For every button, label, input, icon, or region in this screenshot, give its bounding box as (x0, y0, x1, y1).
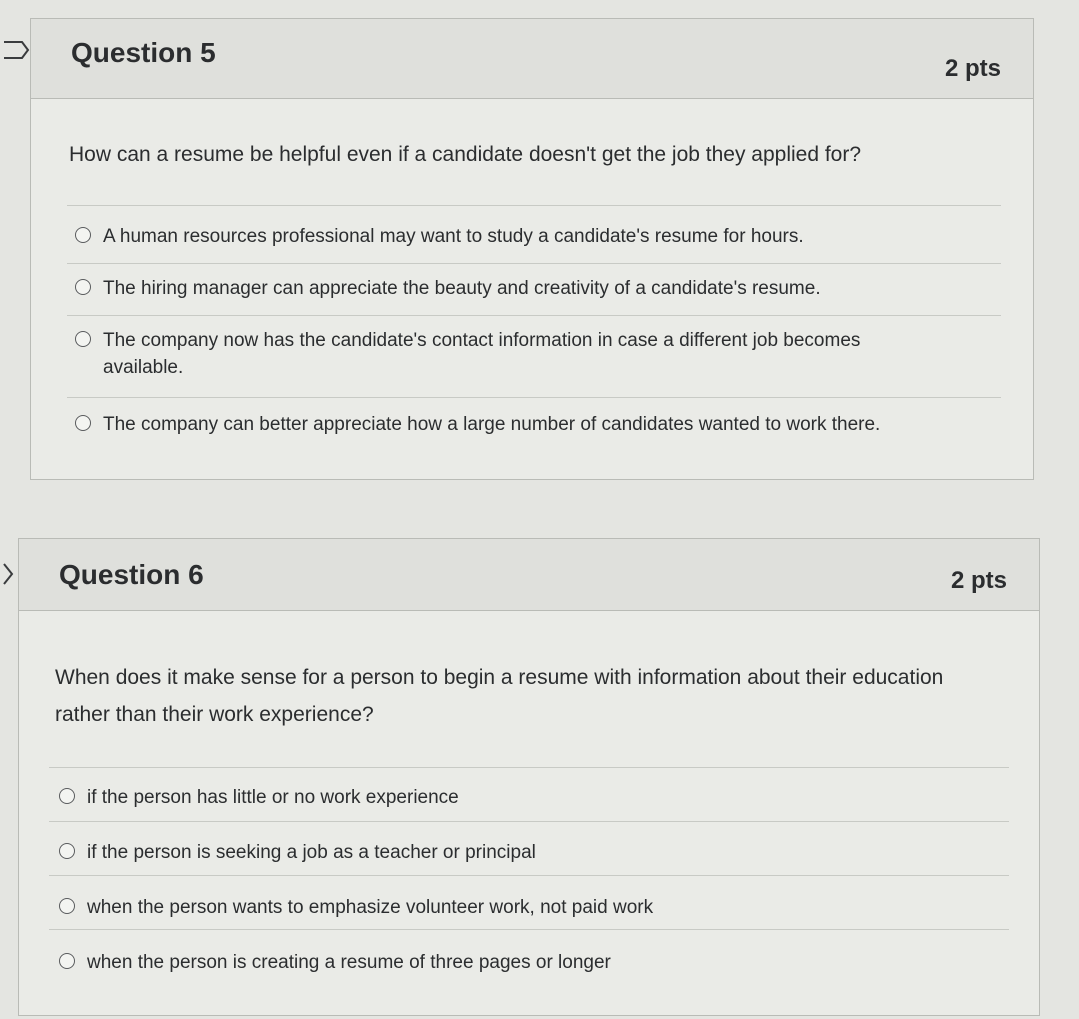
question-5-header (31, 19, 1033, 99)
question-5-title: Question 5 (71, 37, 216, 68)
answer-label: if the person is seeking a job as a teacher or principal (87, 842, 536, 863)
answer-label: if the person has little or no work experience (87, 787, 459, 808)
answer-divider (67, 263, 1001, 264)
answer-divider (49, 875, 1009, 876)
radio-button-icon[interactable] (75, 331, 91, 347)
question-6-answer-4[interactable] (59, 949, 979, 976)
radio-button-icon[interactable] (59, 898, 75, 914)
radio-button-icon[interactable] (75, 279, 91, 295)
question-6-card (18, 538, 1040, 1016)
answer-label: The company can better appreciate how a large number of candidates wanted to work there. (103, 414, 881, 435)
question-5-answer-4[interactable] (75, 411, 1005, 438)
answer-divider (49, 929, 1009, 930)
question-5-card (30, 18, 1034, 480)
question-6-toggle-icon[interactable] (0, 560, 16, 588)
question-6-points: 2 pts (950, 567, 1007, 594)
question-6-title: Question 6 (59, 559, 204, 590)
question-6-header (19, 539, 1039, 611)
radio-button-icon[interactable] (59, 788, 75, 804)
question-5-toggle-icon[interactable] (4, 36, 20, 64)
answer-label: The company now has the candidate's contact information in case a different job becomes available. (103, 330, 861, 378)
radio-button-icon[interactable] (59, 843, 75, 859)
answer-divider (67, 397, 1001, 398)
radio-button-icon[interactable] (75, 415, 91, 431)
question-6-answer-3[interactable] (59, 894, 979, 921)
question-6-answer-1[interactable] (59, 784, 979, 811)
question-5-answer-1[interactable] (75, 223, 995, 250)
question-5-answer-3[interactable] (75, 327, 935, 381)
question-6-prompt: When does it make sense for a person to begin a resume with information about their education rather than their work experience? (55, 666, 944, 726)
answer-divider (67, 315, 1001, 316)
question-5-answer-2[interactable] (75, 275, 995, 302)
question-5-points: 2 pts (944, 55, 1001, 82)
question-6-answer-2[interactable] (59, 839, 979, 866)
answer-label: when the person is creating a resume of three pages or longer (87, 952, 611, 973)
answer-label: A human resources professional may want to study a candidate's resume for hours. (103, 226, 804, 247)
radio-button-icon[interactable] (75, 227, 91, 243)
question-5-prompt: How can a resume be helpful even if a candidate doesn't get the job they applied for? (69, 143, 862, 166)
question-5-divider (67, 205, 1001, 206)
answer-divider (49, 821, 1009, 822)
question-6-divider (49, 767, 1009, 768)
answer-label: The hiring manager can appreciate the beauty and creativity of a candidate's resume. (103, 278, 821, 299)
answer-label: when the person wants to emphasize volunteer work, not paid work (87, 897, 654, 918)
radio-button-icon[interactable] (59, 953, 75, 969)
